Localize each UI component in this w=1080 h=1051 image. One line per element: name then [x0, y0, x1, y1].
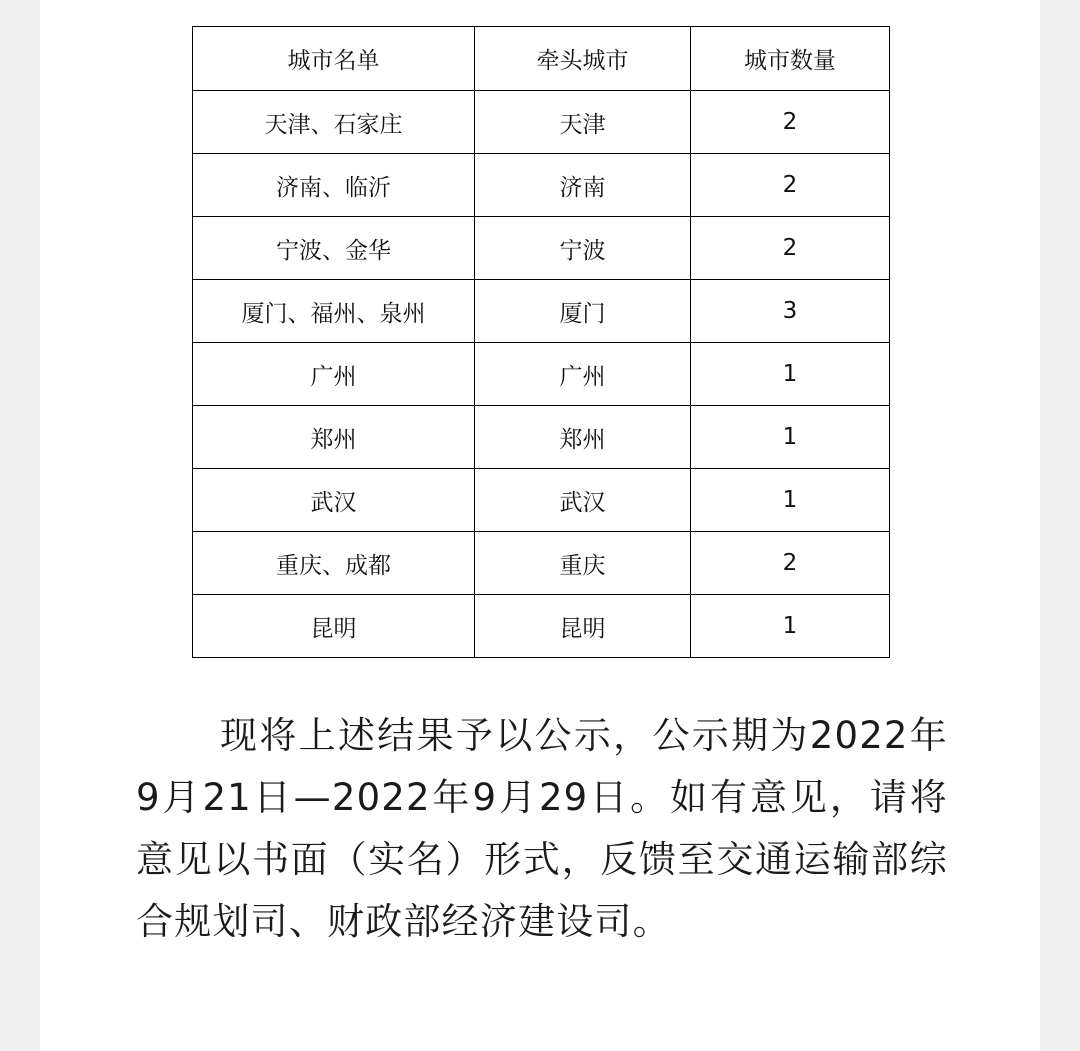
table-row	[193, 469, 890, 532]
header-lead-city: 牵头城市	[475, 27, 691, 91]
cell-city-list: 天津、石家庄	[193, 91, 475, 154]
cell-lead-city: 天津	[475, 91, 691, 154]
cell-city-list: 厦门、福州、泉州	[193, 280, 475, 343]
table-row	[193, 343, 890, 406]
cell-city-list: 广州	[193, 343, 475, 406]
cell-city-count: 1	[691, 343, 890, 406]
cell-city-count: 3	[691, 280, 890, 343]
cell-city-count: 2	[691, 154, 890, 217]
cell-city-list: 宁波、金华	[193, 217, 475, 280]
cell-city-list: 重庆、成都	[193, 532, 475, 595]
cell-city-count: 2	[691, 91, 890, 154]
notice-paragraph: 现将上述结果予以公示，公示期为2022年9月21日—2022年9月29日。如有意见，请将意见以书面（实名）形式，反馈至交通运输部综合规划司、财政部经济建设司。	[136, 714, 948, 943]
cell-city-count: 1	[691, 406, 890, 469]
table-row	[193, 280, 890, 343]
header-city-list: 城市名单	[193, 27, 475, 91]
article-page	[40, 0, 1040, 1051]
cell-city-count: 2	[691, 532, 890, 595]
city-table-container	[192, 26, 890, 658]
table-row	[193, 406, 890, 469]
table-row	[193, 217, 890, 280]
header-city-count: 城市数量	[691, 27, 890, 91]
cell-lead-city: 济南	[475, 154, 691, 217]
cell-city-list: 济南、临沂	[193, 154, 475, 217]
cell-lead-city: 厦门	[475, 280, 691, 343]
cell-lead-city: 宁波	[475, 217, 691, 280]
cell-city-list: 郑州	[193, 406, 475, 469]
table-row	[193, 91, 890, 154]
table-row	[193, 532, 890, 595]
cell-city-count: 1	[691, 595, 890, 658]
table-row	[193, 154, 890, 217]
cell-city-list: 昆明	[193, 595, 475, 658]
cell-city-list: 武汉	[193, 469, 475, 532]
cell-lead-city: 郑州	[475, 406, 691, 469]
cell-lead-city: 武汉	[475, 469, 691, 532]
cell-lead-city: 昆明	[475, 595, 691, 658]
table-row	[193, 595, 890, 658]
cell-lead-city: 重庆	[475, 532, 691, 595]
city-table	[192, 26, 890, 658]
table-header-row	[193, 27, 890, 91]
cell-city-count: 1	[691, 469, 890, 532]
cell-lead-city: 广州	[475, 343, 691, 406]
cell-city-count: 2	[691, 217, 890, 280]
